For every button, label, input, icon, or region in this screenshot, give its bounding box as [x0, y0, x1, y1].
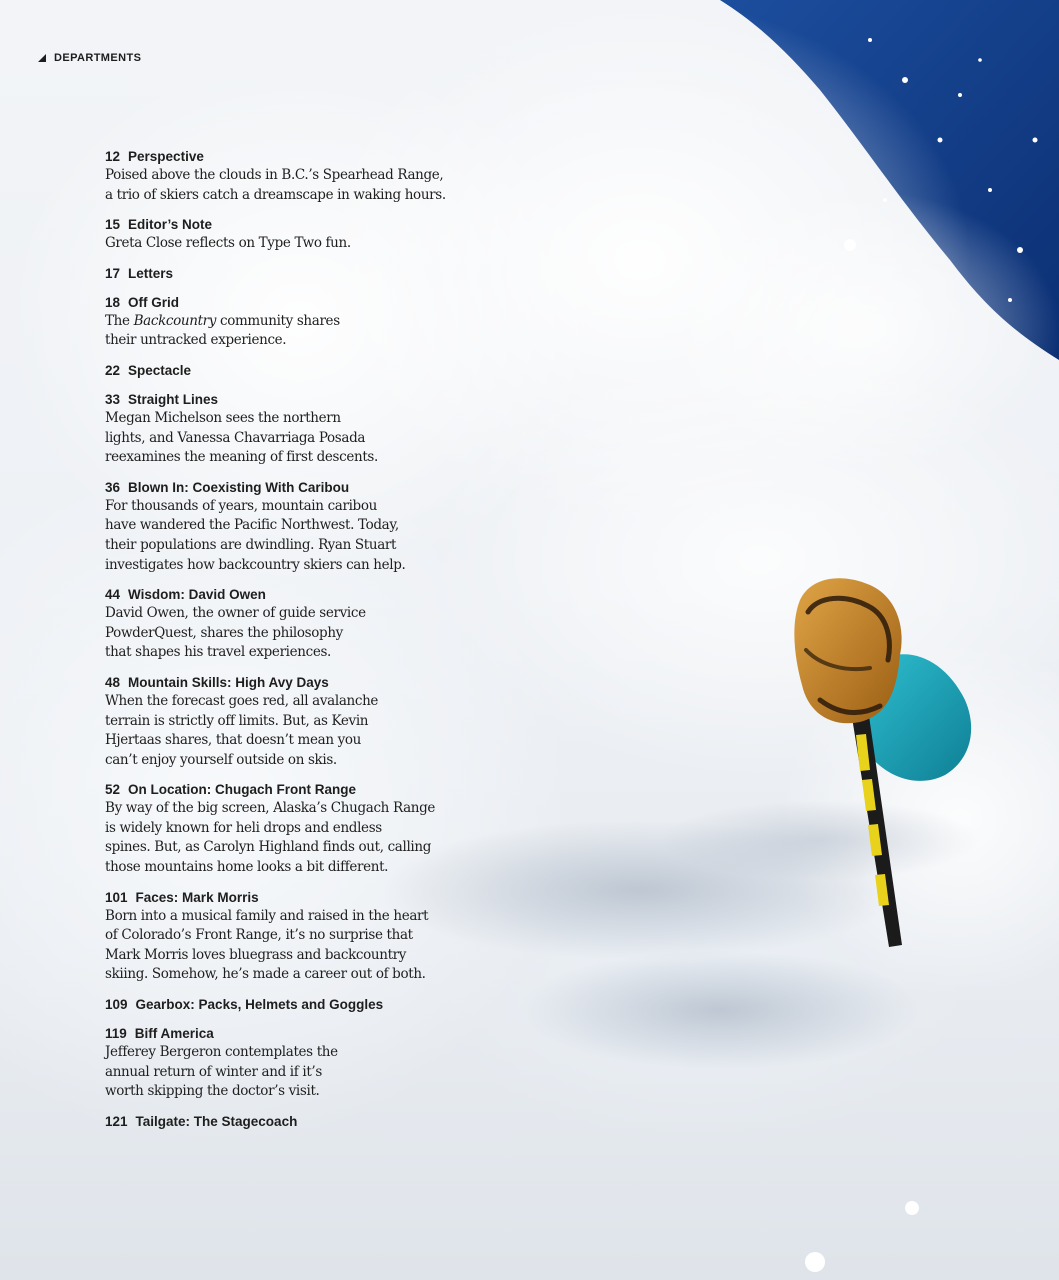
entry-description: David Owen, the owner of guide service PowderQuest, shares the philosophy that shapes his travel experiences.: [105, 605, 366, 661]
entry-title: Mountain Skills: High Avy Days: [128, 674, 329, 690]
page-number: 17: [105, 265, 121, 281]
page-number: 48: [105, 674, 121, 690]
toc-entry[interactable]: [105, 294, 445, 351]
entry-title: Editor’s Note: [128, 217, 213, 233]
entry-title: Faces: Mark Morris: [135, 889, 259, 905]
entry-title: Straight Lines: [128, 391, 219, 407]
entry-description: Poised above the clouds in B.C.’s Spearhead Range, a trio of skiers catch a dreamscape in waking hours.: [105, 167, 446, 203]
entry-title: Blown In: Coexisting With Caribou: [128, 479, 350, 495]
entry-description: Born into a musical family and raised in the heart of Colorado’s Front Range, it’s no surprise that Mark Morris loves bluegrass and backcountry skiing. Somehow, he’s made a career out of both.: [105, 907, 429, 983]
entry-heading: [105, 1025, 445, 1043]
entry-description: For thousands of years, mountain caribou have wandered the Pacific Northwest. Today, their populations are dwindling. Ryan Stuart investigates how backcountry skiers can help.: [105, 497, 406, 573]
toc-entry[interactable]: [105, 1025, 445, 1102]
entry-heading: [105, 479, 445, 497]
entry-heading: [105, 216, 445, 234]
section-label: DEPARTMENTS: [54, 52, 142, 64]
page-number: 109: [105, 997, 128, 1013]
page-number: 52: [105, 782, 121, 798]
entry-heading: [105, 362, 445, 380]
page-number: 119: [105, 1026, 127, 1042]
entry-description: Megan Michelson sees the northern lights, and Vanessa Chavarriaga Posada reexamines the meaning of first descents.: [105, 409, 378, 466]
entry-heading: [105, 674, 445, 692]
page-number: 18: [105, 294, 121, 310]
entry-title: Gearbox: Packs, Helmets and Goggles: [135, 997, 384, 1013]
toc-entry[interactable]: [105, 265, 445, 283]
toc-entry[interactable]: [105, 889, 445, 985]
entry-heading: [105, 148, 445, 166]
entry-heading: [105, 781, 445, 799]
entry-title: Biff America: [134, 1026, 214, 1042]
toc-entry[interactable]: [105, 391, 445, 468]
page-number: 33: [105, 391, 121, 407]
entry-title: Spectacle: [128, 362, 192, 378]
entry-title: Tailgate: The Stagecoach: [135, 1113, 298, 1129]
entry-title: Perspective: [128, 149, 204, 164]
page-number: 12: [105, 149, 121, 164]
triangle-icon: [38, 54, 46, 62]
table-of-contents: [105, 148, 445, 1142]
toc-entry[interactable]: [105, 996, 445, 1014]
toc-entry[interactable]: [105, 216, 445, 254]
page-number: 101: [105, 889, 128, 905]
entry-description: By way of the big screen, Alaska’s Chugach Range is widely known for heli drops and endless spines. But, as Carolyn Highland finds out, calling those mountains home looks a bit different.: [105, 800, 436, 876]
toc-entry[interactable]: [105, 1113, 445, 1131]
page-number: 22: [105, 362, 121, 378]
page-number: 121: [105, 1113, 128, 1129]
entry-title: Wisdom: David Owen: [128, 587, 266, 603]
toc-entry[interactable]: [105, 479, 445, 575]
entry-heading: [105, 1113, 445, 1131]
page-number: 15: [105, 217, 121, 233]
entry-heading: [105, 586, 445, 604]
entry-heading: [105, 391, 445, 409]
entry-heading: [105, 294, 445, 312]
toc-entry[interactable]: [105, 781, 445, 877]
entry-title: On Location: Chugach Front Range: [128, 782, 357, 798]
entry-heading: [105, 265, 445, 283]
entry-title: Letters: [128, 265, 174, 281]
entry-description: Greta Close reflects on Type Two fun.: [105, 235, 351, 252]
entry-description: The Backcountry community shares their untracked experience.: [105, 312, 340, 349]
entry-title: Off Grid: [128, 294, 180, 310]
entry-description: When the forecast goes red, all avalanche terrain is strictly off limits. But, as Kevin Hjertaas shares, that doesn’t mean you can’t enjoy yourself outside on skis.: [105, 692, 379, 768]
page-number: 36: [105, 479, 121, 495]
toc-entry[interactable]: [105, 148, 445, 205]
entry-heading: [105, 996, 445, 1014]
page-number: 44: [105, 587, 121, 603]
entry-heading: [105, 889, 445, 907]
toc-entry[interactable]: [105, 586, 445, 663]
toc-entry[interactable]: [105, 362, 445, 380]
entry-description: Jefferey Bergeron contemplates the annual return of winter and if it’s worth skipping the doctor’s visit.: [105, 1044, 338, 1100]
section-header: [38, 52, 141, 64]
toc-entry[interactable]: [105, 674, 445, 770]
